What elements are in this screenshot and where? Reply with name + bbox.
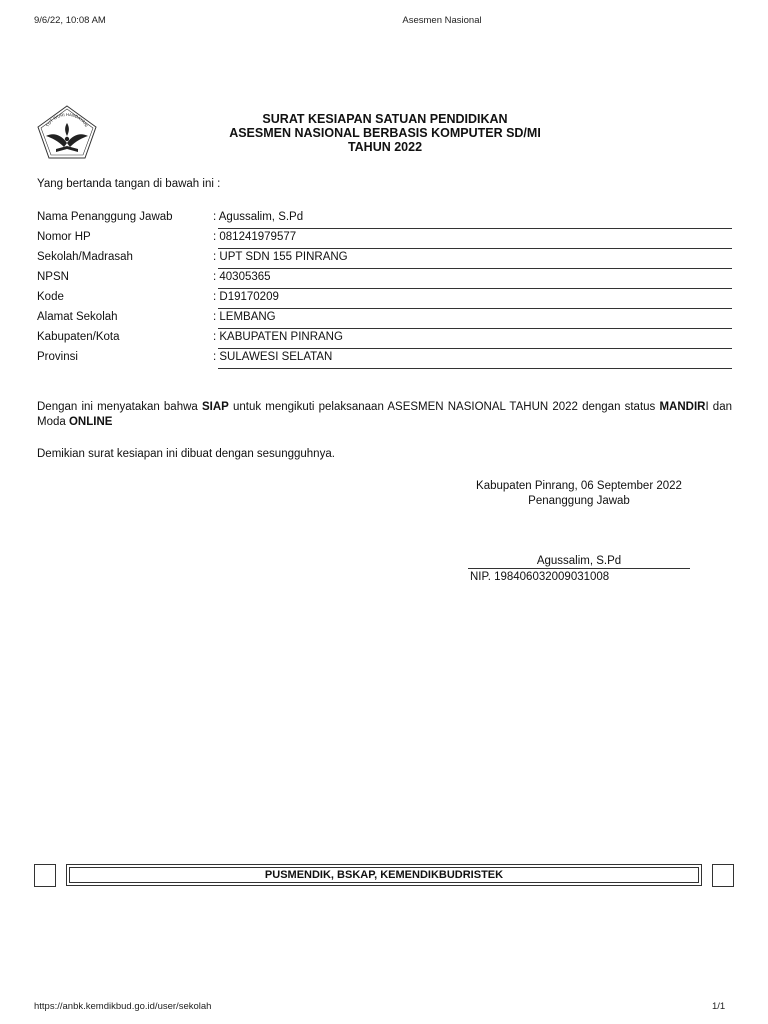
- field-underline: [218, 248, 732, 249]
- field-underline: [218, 328, 732, 329]
- signature-nip: NIP. 198406032009031008: [470, 571, 610, 583]
- field-row-alamat: [37, 310, 732, 330]
- field-underline: [218, 348, 732, 349]
- document-title: [130, 112, 640, 154]
- tut-wuri-handayani-emblem-icon: [34, 103, 100, 163]
- footer-bar: [66, 864, 702, 886]
- title-line-1: SURAT KESIAPAN SATUAN PENDIDIKAN: [262, 112, 508, 126]
- logo-motto: TUT WURI HANDAYANI: [44, 111, 90, 128]
- field-value: : UPT SDN 155 PINRANG: [213, 251, 348, 263]
- field-value: : D19170209: [213, 291, 279, 303]
- footer-left-box: [34, 864, 56, 887]
- statement-paragraph: [37, 400, 732, 430]
- field-label: Nama Penanggung Jawab: [37, 211, 173, 223]
- field-underline: [218, 288, 732, 289]
- field-underline: [218, 308, 732, 309]
- field-label: Alamat Sekolah: [37, 311, 118, 323]
- intro-text: Yang bertanda tangan di bawah ini :: [37, 178, 221, 190]
- field-value: : 081241979577: [213, 231, 297, 243]
- print-datetime: 9/6/22, 10:08 AM: [34, 15, 106, 26]
- field-value: : KABUPATEN PINRANG: [213, 331, 343, 343]
- field-row-kabupaten: [37, 330, 732, 350]
- field-row-sekolah: [37, 250, 732, 270]
- statement-text: Dengan ini menyatakan bahwa: [37, 401, 202, 413]
- field-value: : Agussalim, S.Pd: [213, 211, 304, 223]
- print-page-title: Asesmen Nasional: [402, 15, 482, 26]
- field-value: : 40305365: [213, 271, 271, 283]
- signature-line: [468, 568, 690, 569]
- status-siap: SIAP: [201, 401, 229, 413]
- field-label: Sekolah/Madrasah: [37, 251, 133, 263]
- footer-right-box: [712, 864, 734, 887]
- title-line-3: TAHUN 2022: [347, 140, 423, 154]
- print-page-number: 1/1: [712, 1001, 726, 1012]
- field-row-nomor-hp: [37, 230, 732, 250]
- field-label: NPSN: [37, 271, 69, 283]
- statement-text: I dan Moda: [37, 401, 732, 428]
- closing-text: Demikian surat kesiapan ini dibuat dengan sesungguhnya.: [37, 448, 335, 460]
- field-underline: [218, 228, 732, 229]
- identity-fields: [37, 210, 732, 370]
- field-underline: [218, 368, 732, 369]
- field-label: Kabupaten/Kota: [37, 331, 120, 343]
- signature-role: Penanggung Jawab: [528, 495, 630, 507]
- signature-place-date: Kabupaten Pinrang, 06 September 2022: [476, 480, 682, 492]
- field-value: : SULAWESI SELATAN: [213, 351, 333, 363]
- mode-online: ONLINE: [68, 416, 113, 428]
- status-mandiri: MANDIR: [659, 401, 706, 413]
- field-row-nama: [37, 210, 732, 230]
- field-underline: [218, 268, 732, 269]
- field-row-npsn: [37, 270, 732, 290]
- signature-name: Agussalim, S.Pd: [536, 555, 622, 567]
- field-value: : LEMBANG: [213, 311, 276, 323]
- footer-bar-text: PUSMENDIK, BSKAP, KEMENDIKBUDRISTEK: [69, 867, 699, 883]
- title-line-2: ASESMEN NASIONAL BERBASIS KOMPUTER SD/MI: [229, 126, 541, 140]
- field-label: Kode: [37, 291, 64, 303]
- field-row-provinsi: [37, 350, 732, 370]
- print-url: https://anbk.kemdikbud.go.id/user/sekolah: [34, 1001, 212, 1012]
- field-label: Nomor HP: [37, 231, 91, 243]
- statement-text: untuk mengikuti pelaksanaan ASESMEN NASIONAL TAHUN 2022 dengan status: [228, 401, 660, 413]
- field-row-kode: [37, 290, 732, 310]
- field-label: Provinsi: [37, 351, 78, 363]
